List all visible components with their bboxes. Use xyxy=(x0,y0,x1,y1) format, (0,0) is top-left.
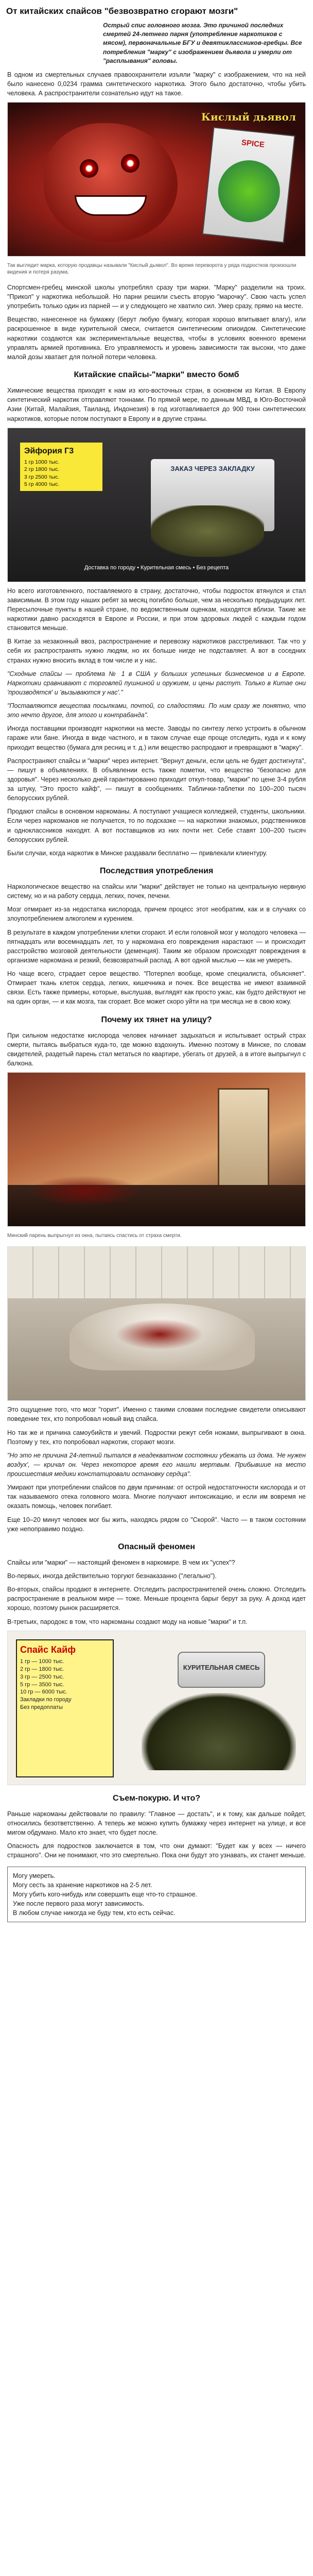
scene-photo-2 xyxy=(7,1246,306,1401)
article-body-4 xyxy=(0,1405,313,1626)
price-line: 2 гр — 1800 тыс. xyxy=(20,1666,64,1672)
price-line: 3 гр — 2500 тыс. xyxy=(20,1673,64,1680)
paragraph: Химические вещества приходят к нам из юго-восточных стран, в основном из Китая. В Европу синтетический наркотик отправляют тоннами. По прямой мере, по данным МВД, в Юго-Восточной Азии (Китай, Малайзия, Таиланд, Индонезия) в год изготавливается до 900 тонн синтетических наркотиков, которые потом поступают в Европу и в другие страны. xyxy=(7,387,306,422)
bag-title: ЗАКАЗ ЧЕРЕЗ ЗАКЛАДКУ xyxy=(170,464,255,472)
article-body-1 xyxy=(0,70,313,98)
devil-illustration xyxy=(44,123,178,242)
section-heading: Почему их тянет на улицу? xyxy=(101,1015,212,1024)
paragraph: Вещество, нанесенное на бумажку (берут любую бумагу, которая хорошо впитывает влагу), или раскрошенное в виде курительной смеси, считается синтетическим опиоидом. Синтетические наркотики создаются как экспериментальные вещества, чтобы в условиях военного времени управлять армией противника. Его управляемость и уровень зависимости так высоки, что даже малой дозы хватает для полной потери человека. xyxy=(7,316,306,361)
article-body-5 xyxy=(0,1792,313,1860)
paragraph: Спортсмен-гребец минской школы употреблял сразу три марки. "Марку" разделили на троих. "Прикол" у наркотика небольшой. Но парни решили съесть вторую "марочку". Свою часть успел употребить только один из парней — и у следующего не хватило сил. Умер сразу, прямо на месте. xyxy=(7,283,306,310)
paragraph: При сильном недостатке кислорода человек начинает задыхаться и испытывает острый страх смерти, пытаясь выбраться куда-то, где можно вздохнуть. Именно поэтому в Минске, по словам свидетелей, раздетый парень стал метаться по квартире, убегать от друзей, а в итоге выпрыгнул с балкона. xyxy=(7,1031,306,1067)
article-body-3 xyxy=(0,586,313,1069)
consequence-line: Уже после первого раза могут зависимость. xyxy=(13,1900,145,1907)
consequence-line: Могу умереть. xyxy=(13,1872,56,1879)
stain-shape xyxy=(28,1176,142,1207)
price-line: 2 гр 1800 тыс. xyxy=(24,466,60,473)
brand-label: Кислый дьявол xyxy=(201,110,296,123)
price-line: 1 гр 1000 тыс. xyxy=(24,459,60,466)
paragraph: Были случаи, когда наркотик в Минске раздавали бесплатно — привлекали клиентуру. xyxy=(7,849,268,857)
paragraph: Опасность для подростков заключается в том, что они думают: "Будет как у всех — ничего страшного". Они не понимают, что это смертельно. Пока они будут это узнавать, их станет меньше. xyxy=(7,1842,306,1859)
door-shape xyxy=(218,1088,269,1201)
stain-shape xyxy=(116,1319,203,1350)
pack-title: SPICE xyxy=(241,138,265,149)
price-line: 1 гр — 1000 тыс. xyxy=(20,1658,64,1665)
paragraph: Раньше наркоманы действовали по правилу: "Главное — достать", и к тому, как дальше пойдет, относились безответственно. А теперь же можно купить бумажку через интернет на улице, и все мигом обдумано. Мало кто знает, что будет после. xyxy=(7,1810,306,1837)
price-line: 5 гр 4000 тыс. xyxy=(24,481,60,487)
image-caption: Минский парень выпрыгнул из окна, пытаясь спастись от страха смерти. xyxy=(7,1233,182,1239)
section-heading: Китайские спайсы-"марки" вместо бомб xyxy=(74,370,239,379)
paragraph: Еще 10–20 минут человек мог бы жить, находясь рядом со "Скорой". Часто — в таком состоянии уже непоправимо поздно. xyxy=(7,1516,306,1533)
spice-badge-text: КУРИТЕЛЬНАЯ СМЕСЬ xyxy=(183,1663,260,1671)
consequences-box xyxy=(7,1867,306,1923)
consequence-line: Могу убить кого-нибудь или совершить еще что-то страшное. xyxy=(13,1890,198,1898)
image-caption: Так выглядит марка, которую продавцы называли "Кислый дьявол". Во время переворота у ряда подростков произошли видения и потеря разума. xyxy=(7,262,297,275)
eye-icon xyxy=(80,159,98,178)
wall-tile xyxy=(8,1247,305,1298)
article-lead: Острый спис головного мозга. Это причиной последних смертей 24-летнего парня (употребление наркотиков с мясом), первоначальные БГУ и девятиклассников-гребцы. Все потребления "марку" с изображением дьявола и умерли от "расплывания" головы. xyxy=(103,21,302,65)
quote-paragraph: "Сходные спайсы — проблема № 1 в США у больших успешных бизнесменов и в Европе. Наркотики сравнивают с торговлей пушниной и оружием, и цены растут. Только в Китае они 'производятся' и 'вызываются у нас'." xyxy=(7,670,306,696)
price-line: 5 гр — 3500 тыс. xyxy=(20,1681,64,1688)
paragraph: Во-вторых, спайсы продают в интернете. Отследить распространителей очень сложно. Отследить распространение в реальном мире — тоже. Меньше процента барыг берут за руку. А доход идет хорошо, поэтому рынок расширяется. xyxy=(7,1586,306,1612)
ad-footer: Доставка по городу • Курительная смесь • Без рецепта xyxy=(84,564,229,571)
paragraph: В-третьих, пародокс в том, что наркоманы создают моду на новые "марки" и т.п. xyxy=(7,1618,248,1625)
mouth-shape xyxy=(75,195,147,216)
spice-title: Спайс Кайф xyxy=(20,1644,76,1655)
price-label xyxy=(20,443,102,491)
paragraph: Иногда поставщики производят наркотики на месте. Заводы по синтезу легко устроить в обычном гараже или бане. Иногда в виде частного, и в таком случае еще проще отследить, куда и к кому приходит вещество (бумага для ресниц и т. д.) или вещество распродают и превращают в "марку". xyxy=(7,725,306,751)
price-line: Без предоплаты xyxy=(20,1704,63,1711)
paragraph: В одном из смертельных случаев правоохранители изъяли "марку" с изображением, что на ней было нанесено 0,0234 грамма синтетического наркотика. Этого было достаточно, чтобы убить человека. А распространители сознательно идут на такое. xyxy=(7,71,306,97)
paragraph: В результате в каждом употреблении клетки сгорают. И если головной мозг у молодого человека — пятнадцать или восемнадцать лет, то у наркомана его повреждения нарастают — и происходит расстройство мозговой деятельности (деменция). Таким же образом происходят повреждения в организме наркомана и резкий, безвозвратный распад. А вот одной мыслью — как не умереть. xyxy=(7,928,306,964)
drug-ad-image xyxy=(7,428,306,582)
spice-pack xyxy=(202,127,295,243)
quote-paragraph: "Поставляются вещества посылками, почтой, со сладостями. По ним сразу же понятно, что это нечто другое, для этого и контрабанда". xyxy=(7,702,306,719)
paragraph: Но всего изготовленного, поставляемого в страну, достаточно, чтобы подросток втянулся и стал зависимым. В этом году наших ребят за месяц погибло больше, чем за несколько предыдущих лет. Пересылочные пункты в нашей стране, по ведомственным оценкам, находятся вблизи. Такие же наркотики давно расходятся в Европе и России, и при этом здоровых людей с каждым годом становится меньше. xyxy=(7,587,306,632)
paragraph: Умирают при употреблении спайсов по двум причинам: от острой недостаточности кислорода и от так называемого отека головного мозга. Многие получают интоксикацию, и если им вовремя не оказать помощь, человек погибает. xyxy=(7,1484,306,1510)
price-line: Закладки по городу xyxy=(20,1697,72,1703)
article-body-2 xyxy=(0,283,313,423)
pack-graphic xyxy=(215,157,283,225)
scene-photo-1 xyxy=(7,1072,306,1227)
price-line: 10 гр — 6000 тыс. xyxy=(20,1689,67,1696)
paragraph: Но чаще всего, страдает серое вещество. "Потерпел вообще, кроме специалиста, объясняет". Отмирает ткань клеток сердца, легких, кишечника и почек. Все вещества не имеют взаимной связи. Есть также примеры, которые, выслушав, выглядят как просто ужас, как будто действуют не на один орган, — и как мозга, так сгорает. Все может скоро уйти на три месяца не в свою кожу. xyxy=(7,970,306,1006)
paragraph: Распространяют спайсы и "марки" через интернет. "Вернут деньги, если цель не будет достигнута", — пишут в объявлениях. В объявлении есть также пометки, что вещество "безопасно для здоровья". Через несколько дней гарантированно приходит откуп-товар, "марки" по цене 3-4 рубля за штуку, "Это просто кайф", — пишут в сообщениях. Таблички-таблетки по 100–200 тысяч белорусских рублей. xyxy=(7,757,306,802)
consequence-line: Могу сесть за хранение наркотиков на 2-5 лет. xyxy=(13,1881,152,1889)
section-heading: Опасный феномен xyxy=(118,1542,195,1551)
eye-icon xyxy=(121,154,140,173)
paragraph: Во-первых, иногда действительно торгуют безнаказанно ("легально"). xyxy=(7,1572,217,1580)
paragraph: В Китае за незаконный ввоз, распространение и перевозку наркотиков расстреливают. Так что у себя их распространять нужно людям, но их больше нигде не подставляет. А вот в соседних странах нужно вносить вклад в том числе и у нас. xyxy=(7,638,306,664)
quote-paragraph: "Но это не причина 24-летний пытался в неадекватном состоянии убежать из дома. 'Не нужен воздух', — кричал он. Через некоторое время его нашли мертвым. Прибывшие на место происшествия медики констатировали остановку сердца". xyxy=(7,1451,306,1478)
spice-ad-image xyxy=(7,1631,306,1785)
hero-image xyxy=(7,102,306,257)
article-title: От китайских спайсов "безвозвратно сгорают мозги" xyxy=(6,6,238,16)
paragraph: Но так же и причина самоубийств и увечий. Подростки режут себя ножами, выпрыгивают в окна. Поэтому у тех, кто попробовал наркотик, сгорают мозги. xyxy=(7,1429,306,1446)
paragraph: Наркологическое вещество на спайсы или "марки" действует не только на центральную нервную систему, но и на работу сердца, легких, почек, печени. xyxy=(7,883,306,900)
paragraph: Мозг отмирает из-за недостатка кислорода, причем процесс этот необратим, как и в случаях со злоупотреблением алкоголем и курением. xyxy=(7,906,306,923)
consequence-line: В любом случае никогда не буду тем, кто есть сейчас. xyxy=(13,1909,176,1917)
spice-badge xyxy=(178,1652,265,1688)
herb-pile xyxy=(151,505,264,557)
paragraph: Это ощущение того, что мозг "горит". Именно с такими словами последние свидетели описывают поведение тех, кто попробовал новый вид спайса. xyxy=(7,1406,306,1423)
spice-heap xyxy=(142,1693,296,1770)
section-heading: Съем-покурю. И что? xyxy=(113,1793,200,1803)
price-line: 3 гр 2500 тыс. xyxy=(24,473,60,480)
paragraph: Спайсы или "марки" — настоящий феномен в наркомире. В чем их "успех"? xyxy=(7,1558,235,1566)
price-label-title: Эйфория Г3 xyxy=(24,446,74,455)
spice-price-list xyxy=(16,1639,114,1777)
paragraph: Продают спайсы в основном наркоманы. А поступают учащиеся колледжей, студенты, школьники. Если через наркоманов не получается, то по подсказке — на наркотики знакомых, родственников и одноклассников находят. А вот поставщиков из них почти нет. Себе ставят 100–200 тысяч белорусских рублей. xyxy=(7,808,306,843)
section-heading: Последствия употребления xyxy=(99,866,214,875)
